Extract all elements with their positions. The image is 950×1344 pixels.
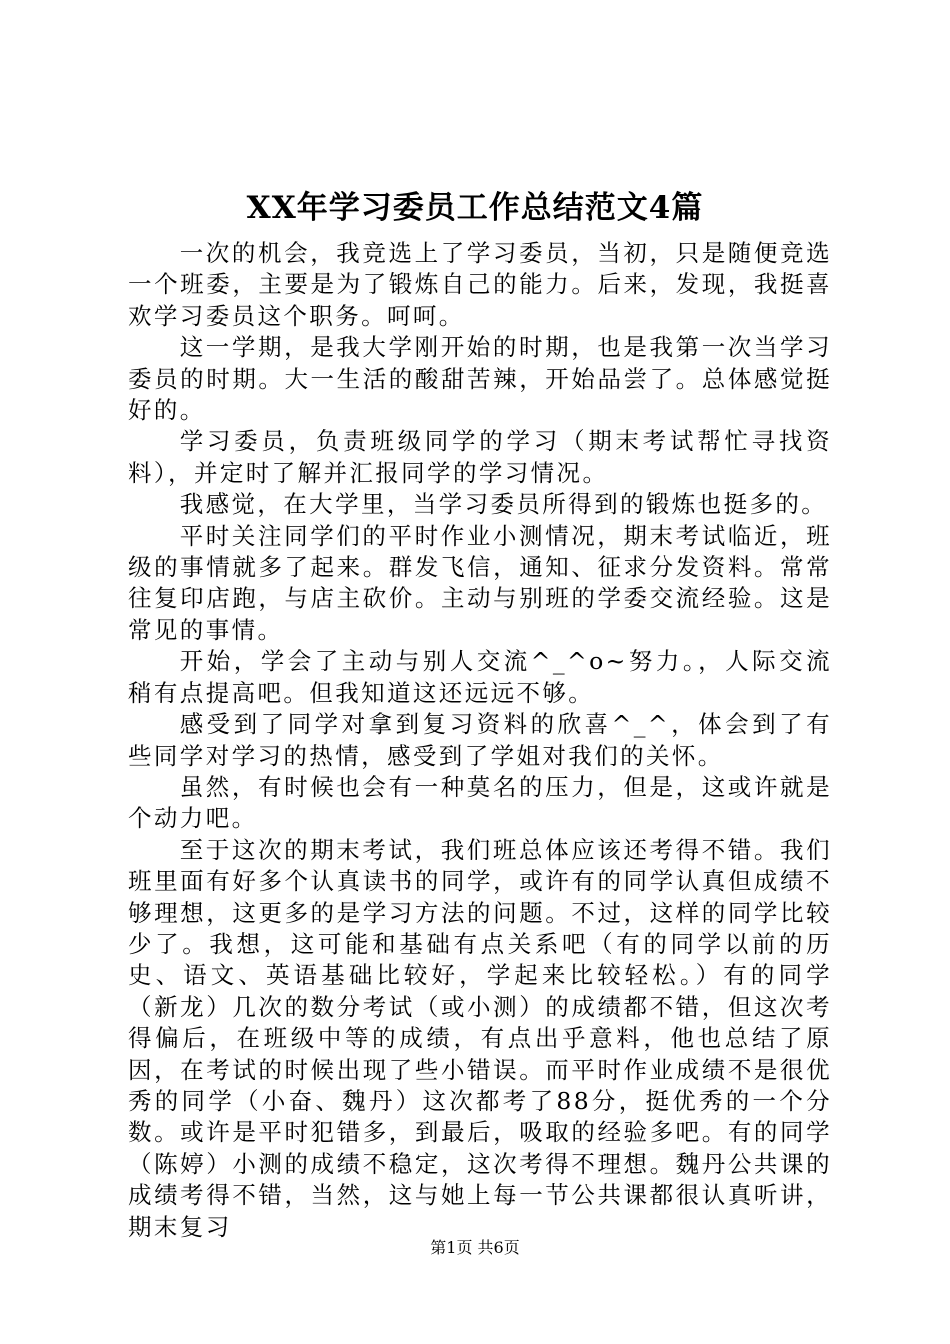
paragraph-1: 一次的机会，我竞选上了学习委员，当初，只是随便竞选一个班委，主要是为了锻炼自己的能力。后来，发现，我挺喜欢学习委员这个职务。呵呵。 bbox=[128, 239, 832, 330]
paragraph-6: 开始，学会了主动与别人交流^_^o~努力。，人际交流稍有点提高吧。但我知道这还远远不够。 bbox=[128, 647, 832, 707]
paragraph-4: 我感觉，在大学里，当学习委员所得到的锻炼也挺多的。 bbox=[179, 490, 828, 519]
paragraph-7: 感受到了同学对拿到复习资料的欣喜^_^，体会到了有些同学对学习的热情，感受到了学姐对我们的关怀。 bbox=[128, 710, 832, 770]
paragraph-2: 这一学期，是我大学刚开始的时期，也是我第一次当学习委员的时期。大一生活的酸甜苦辣，开始品尝了。总体感觉挺好的。 bbox=[128, 333, 832, 425]
document-body bbox=[128, 238, 832, 1243]
paragraph-9: 至于这次的期末考试，我们班总体应该还考得不错。我们班里面有好多个认真读书的同学，或许有的同学认真但成绩不够理想，这更多的是学习方法的问题。不过，这样的同学比较少了。我想，这可能和基础有点关系吧（有的同学以前的历史、语文、英语基础比较好，学起来比较轻松。）有的同学（新龙）几次的数分考试（或小测）的成绩都不错，但这次考得偏后，在班级中等的成绩，有点出乎意料，他也总结了原因，在考试的时候出现了些小错误。而平时作业成绩不是很优秀的同学（小奋、魏丹）这次都考了88分，挺优秀的一个分数。或许是平时犯错多，到最后，吸取的经验多吧。有的同学（陈婷）小测的成绩不稳定，这次考得不理想。魏丹公共课的成绩考得不错，当然，这与她上每一节公共课都很认真听讲，期末复习 bbox=[128, 835, 832, 1241]
paragraph-5: 平时关注同学们的平时作业小测情况，期末考试临近，班级的事情就多了起来。群发飞信，通知、征求分发资料。常常往复印店跑，与店主砍价。主动与别班的学委交流经验。这是常见的事情。 bbox=[128, 521, 832, 644]
page-footer: 第1页 共6页 bbox=[430, 1238, 520, 1257]
paragraph-3: 学习委员，负责班级同学的学习（期末考试帮忙寻找资料），并定时了解并汇报同学的学习情况。 bbox=[128, 427, 832, 487]
paragraph-8: 虽然，有时候也会有一种莫名的压力，但是，这或许就是个动力吧。 bbox=[128, 772, 832, 833]
document-title: XX年学习委员工作总结范文4篇 bbox=[246, 190, 704, 226]
